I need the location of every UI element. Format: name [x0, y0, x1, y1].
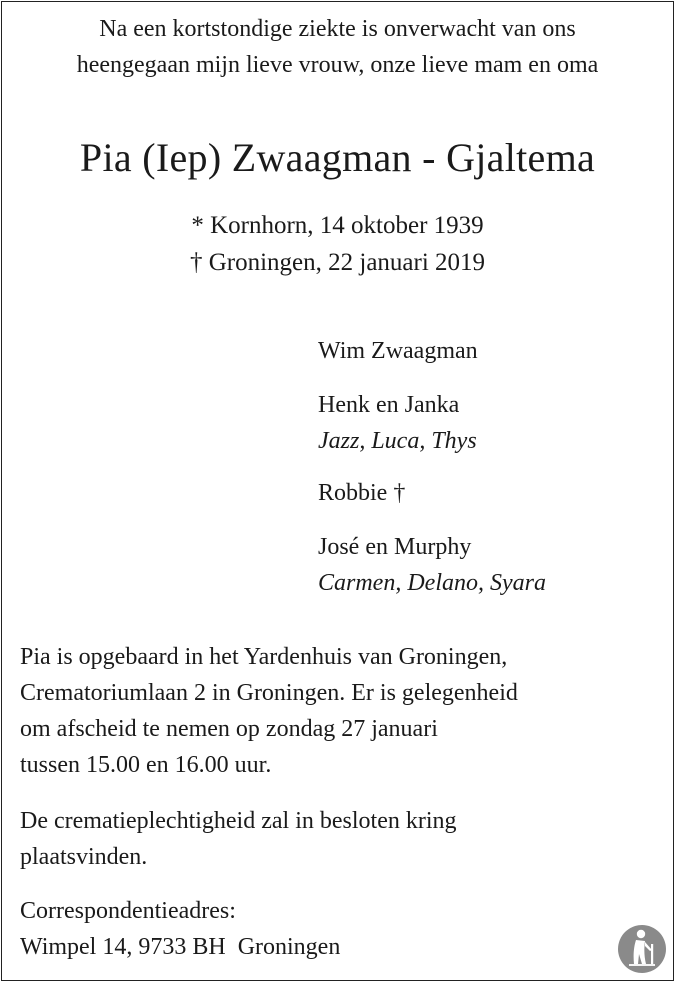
death-line: † Groningen, 22 januari 2019 [189, 249, 486, 276]
ceremony-line-1: De crematieplechtigheid zal in besloten kring [20, 808, 457, 834]
intro-line-1: Na een kortstondige ziekte is onverwacht van ons [99, 16, 576, 42]
correspondence-label: Correspondentieadres: [20, 898, 236, 924]
family-child-1: Henk en Janka [318, 392, 460, 418]
family-grandchildren-1: Jazz, Luca, Thys [318, 428, 477, 454]
deceased-name: Pia (Iep) Zwaagman - Gjaltema [79, 135, 596, 180]
announcement-line-3: om afscheid te nemen op zondag 27 januari [20, 716, 438, 742]
family-child-2: Robbie † [318, 480, 406, 506]
correspondence-address: Wimpel 14, 9733 BH Groningen [20, 934, 341, 960]
family-child-3: José en Murphy [318, 534, 472, 560]
ceremony-line-2: plaatsvinden. [20, 844, 148, 870]
intro-line-2: heengegaan mijn lieve vrouw, onze lieve mam en oma [76, 52, 599, 78]
announcement-line-4: tussen 15.00 en 16.00 uur. [20, 752, 272, 778]
family-grandchildren-3: Carmen, Delano, Syara [318, 570, 546, 596]
memorial-logo-icon [617, 924, 667, 974]
family-husband: Wim Zwaagman [318, 338, 478, 364]
announcement-line-2: Crematoriumlaan 2 in Groningen. Er is gelegenheid [20, 680, 518, 706]
birth-line: * Kornhorn, 14 oktober 1939 [191, 212, 484, 239]
announcement-line-1: Pia is opgebaard in het Yardenhuis van Groningen, [20, 644, 508, 670]
